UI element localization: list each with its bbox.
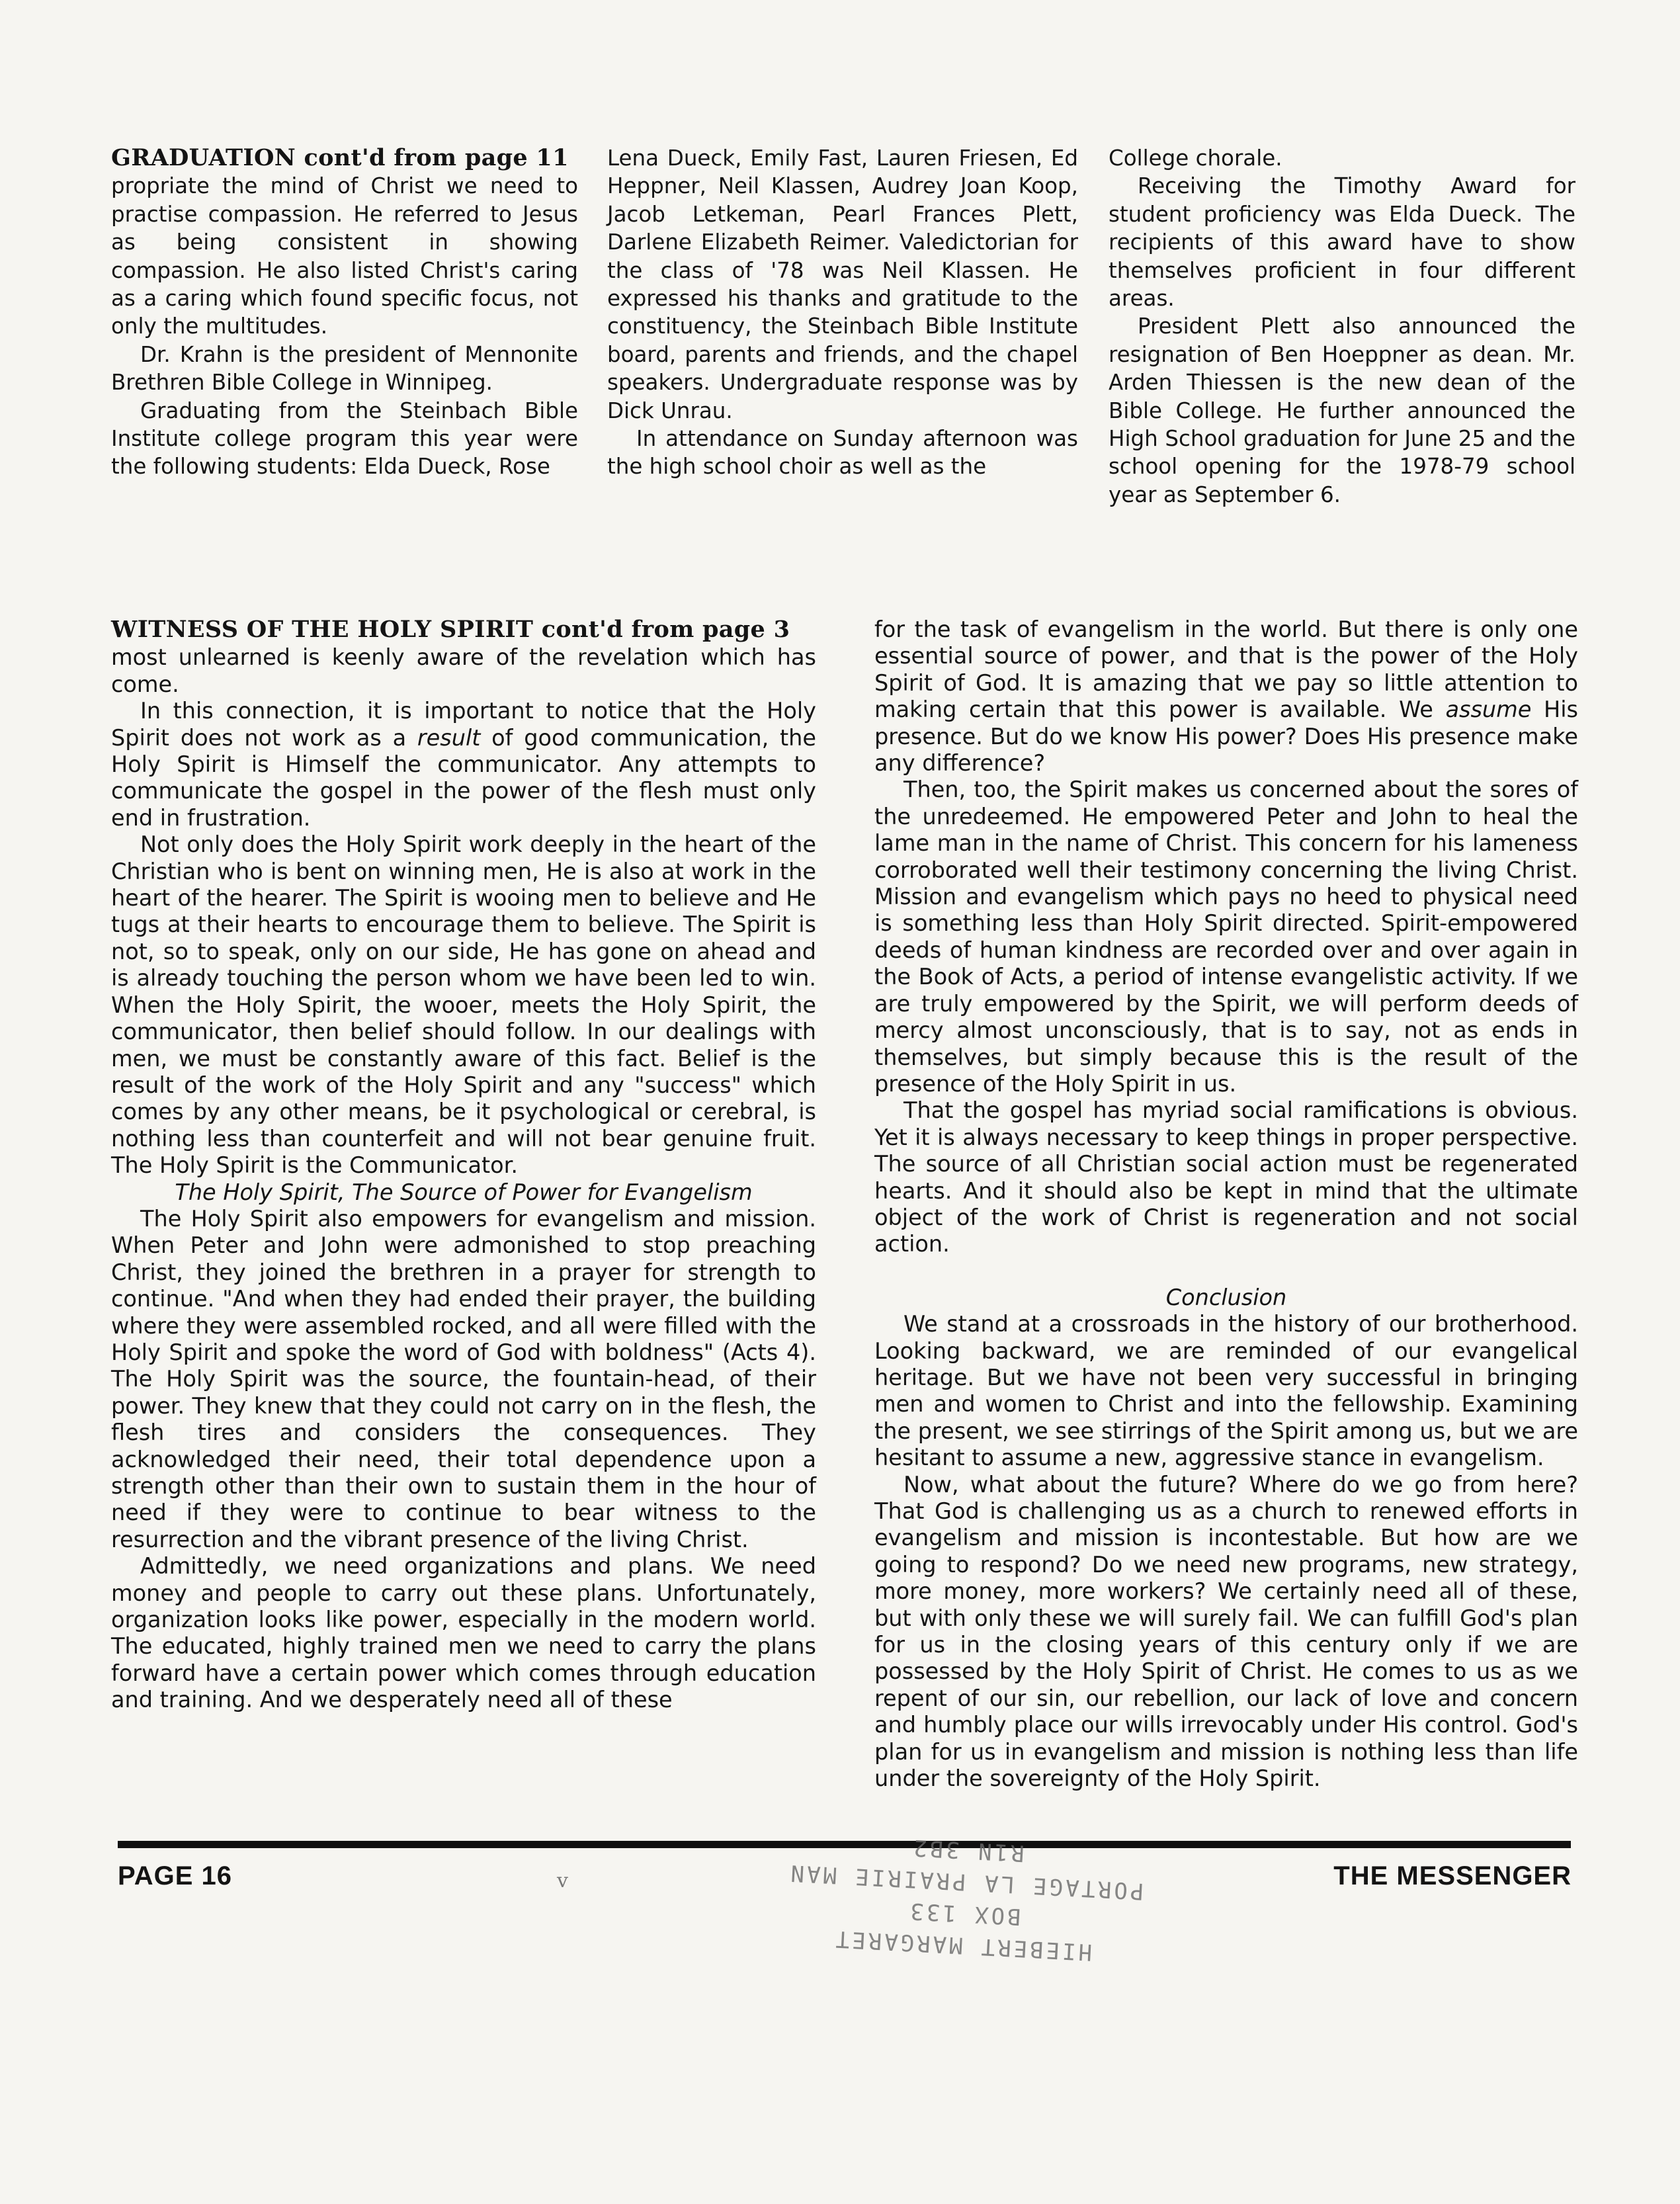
paragraph: Then, too, the Spirit makes us concerned about the sores of the unredeemed. He empowered Peter and John to heal the lame man in the name of Christ. This concern for his lameness corroborated well their testimony concerning the living Christ. Mission and evangelism which pays no heed to physical need is something less than Holy Spirit directed. Spirit-empowered deeds of human kindness are recorded over and over again in the Book of Acts, a period of intense evangelistic activity. If we are truly empowered by the Spirit, we will perform deeds of mercy almost unconsciously, that is to say, not as ends in themselves, but simply because this is the result of the presence of the Holy Spirit in us. [874,777,1578,1097]
paragraph: propriate the mind of Christ we need to practise compassion. He referred to Jesus as being consistent in showing compassion. He also listed Christ's caring as a caring which found specific focus, not only the multitudes. [111,173,578,339]
paragraph: We stand at a crossroads in the history of our brotherhood. Looking backward, we are reminded of our evangelical heritage. But we have not been very successful in bringing men and women to Christ and into the fellowship. Examining the present, we see stirrings of the Spirit among us, but we are hesitant to assume a new, aggressive stance in evangelism. [874,1311,1578,1471]
graduation-column-2 [607,144,1078,481]
paragraph: most unlearned is keenly aware of the revelation which has come. [111,644,816,697]
paragraph: Receiving the Timothy Award for student proficiency was Elda Dueck. The recipients of this award have to show themselves proficient in four different areas. [1109,173,1575,312]
graduation-column-1 [111,144,578,481]
paragraph: Lena Dueck, Emily Fast, Lauren Friesen, Ed Heppner, Neil Klassen, Audrey Joan Koop, Jacob Letkeman, Pearl Frances Plett, Darlene Elizabeth Reimer. Valedictorian for the class of '78 was Neil Klassen. He expressed his thanks and gratitude to the constituency, the Steinbach Bible Institute board, parents and friends, and the chapel speakers. Undergraduate response was by Dick Unrau. [607,146,1078,423]
graduation-column-3 [1109,144,1575,509]
paragraph: for the task of evangelism in the world. But there is only one essential source of power, and that is the power of the Holy Spirit of God. It is amazing that we pay so little attention to making certain that this power is available. We assume His presence. But do we know His power? Does His presence make any difference? [874,616,1578,777]
witness-column-left [111,616,816,1714]
paragraph: Dr. Krahn is the president of Mennonite Brethren Bible College in Winnipeg. [111,341,578,396]
stamp-line: HIEBERT MARGARET [832,1925,1093,1966]
witness-heading: WITNESS OF THE HOLY SPIRIT cont'd from page 3 [111,616,790,643]
graduation-heading: GRADUATION cont'd from page 11 [111,144,569,171]
paragraph: In attendance on Sunday afternoon was the high school choir as well as the [607,426,1078,480]
paragraph: Not only does the Holy Spirit work deeply in the heart of the Christian who is bent on winning men, He is also at work in the heart of the hearer. The Spirit is wooing men to believe and He tugs at their hearts to encourage them to believe. The Spirit is not, so to speak, only on our side, He has gone on ahead and is already touching the person whom we have been led to win. When the Holy Spirit, the wooer, meets the Holy Spirit, the communicator, then belief should follow. In our dealings with men, we must be constantly aware of this fact. Belief is the result of the work of the Holy Spirit and any "success" which comes by any other means, be it psychological or cerebral, is nothing less than counterfeit and will not bear genuine fruit. The Holy Spirit is the Communicator. [111,831,816,1179]
paragraph: Graduating from the Steinbach Bible Institute college program this year were the following students: Elda Dueck, Rose [111,398,578,480]
stamp-line: PORTAGE LA PRAIRIE MAN [787,1859,1145,1905]
paragraph: That the gospel has myriad social ramifications is obvious. Yet it is always necessary to keep things in proper perspective. The source of all Christian social action must be regenerated hearts. And it should also be kept in mind that the ultimate object of the work of Christ is regeneration and not social action. [874,1097,1578,1257]
conclusion-heading: Conclusion [1165,1284,1287,1310]
paragraph: In this connection, it is important to notice that the Holy Spirit does not work as a result of good communication, the Holy Spirit is Himself the communicator. Any attempts to communicate the gospel in the power of the flesh must only end in frustration. [111,698,816,831]
paragraph: The Holy Spirit also empowers for evangelism and mission. When Peter and John were admonished to stop preaching Christ, they joined the brethren in a prayer for strength to continue. "And when they had ended their prayer, the building where they were assembled rocked, and all were filled with the Holy Spirit and spoke the word of God with boldness" (Acts 4). The Holy Spirit was the source, the fountain-head, of their power. They knew that they could not carry on in the flesh, the flesh tires and considers the consequences. They acknowledged their need, their total dependence upon a strength other than their own to sustain them in the hour of need if they were to continue to bear witness to the resurrection and the vibrant presence of the living Christ. [111,1205,816,1552]
paragraph: President Plett also announced the resignation of Ben Hoeppner as dean. Mr. Arden Thiessen is the new dean of the Bible College. He further announced the High School graduation for June 25 and the school opening for the 1978-79 school year as September 6. [1109,314,1575,507]
address-stamp [777,1806,1155,1971]
stamp-line: BOX 133 [907,1897,1022,1930]
publication-name: THE MESSENGER [1333,1861,1572,1890]
section-subheading: The Holy Spirit, The Source of Power for Evangelism [175,1179,753,1205]
paragraph: College chorale. [1109,146,1282,171]
paragraph: Now, what about the future? Where do we go from here? That God is challenging us as a church to renewed efforts in evangelism and mission is incontestable. But how are we going to respond? Do we need new programs, new strategy, more money, more workers? We certainly need all of these, but with only these we will surely fail. We can fulfill God's plan for us in the closing years of this century only if we are possessed by the Holy Spirit of Christ. He comes to us as we repent of our sin, our rebellion, our lack of love and concern and humbly place our wills irrevocably under His control. God's plan for us in evangelism and mission is nothing less than life under the sovereignty of the Holy Spirit. [874,1471,1578,1792]
stamp-line: R1N 3B2 [910,1834,1025,1867]
witness-column-right [874,616,1578,1792]
page-number: PAGE 16 [118,1861,232,1890]
paragraph: Admittedly, we need organizations and plans. We need money and people to carry out these plans. Unfortunately, organization looks like power, especially in the modern world. The educated, highly trained men we need to carry the plans forward have a certain power which comes through education and training. And we desperately need all of these [111,1553,816,1713]
footer-mark: v [557,1869,568,1892]
